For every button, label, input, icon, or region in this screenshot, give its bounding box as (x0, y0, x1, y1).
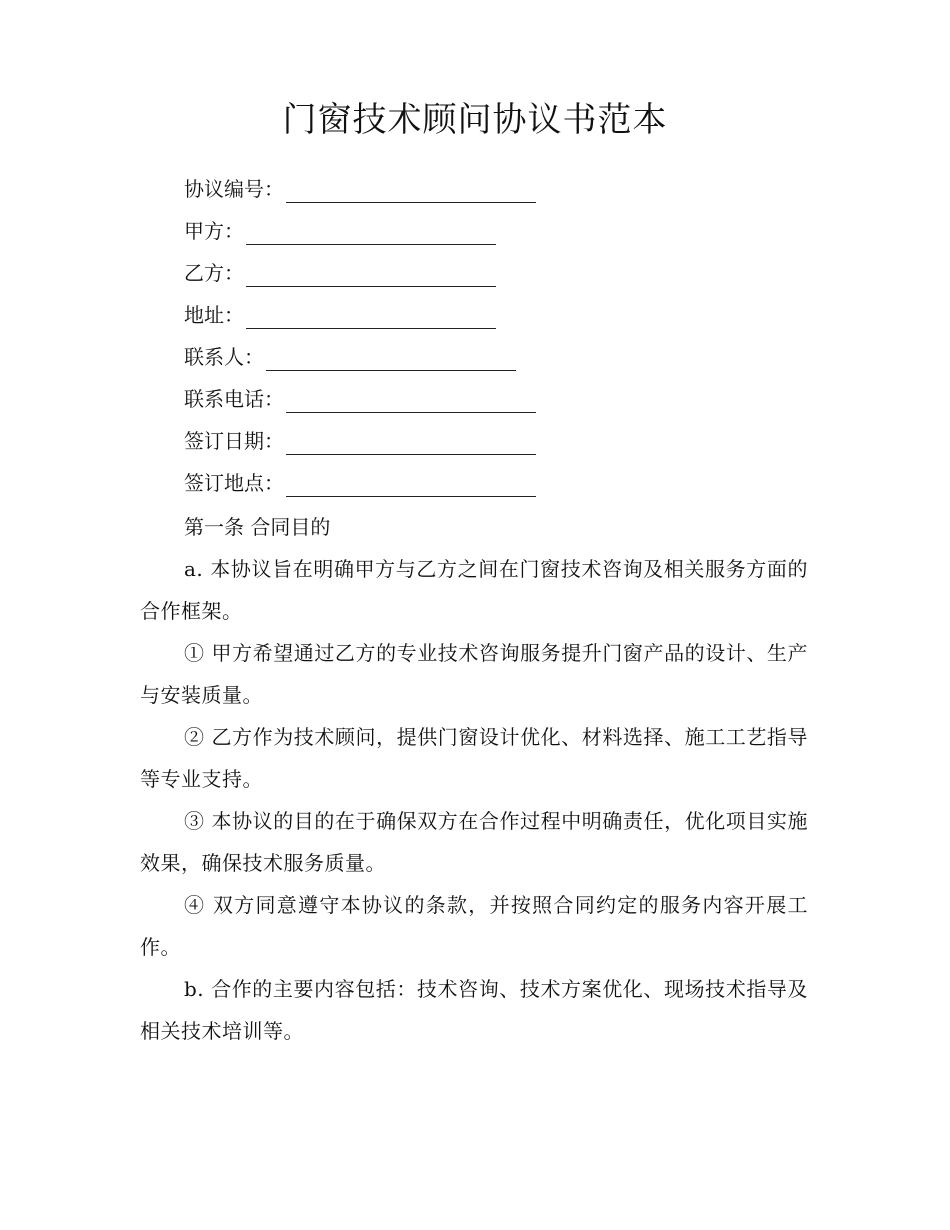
blank-line[interactable] (246, 218, 496, 245)
field-party-a (184, 210, 784, 252)
blank-line[interactable] (246, 302, 496, 329)
field-contact-person (184, 336, 784, 378)
field-address (184, 294, 784, 336)
section-body (140, 506, 808, 1052)
section-heading: 第一条 合同目的 (184, 515, 331, 539)
field-label: 签订日期： (184, 429, 284, 453)
field-signing-date (184, 420, 784, 462)
field-label: 协议编号： (184, 177, 284, 201)
agreement-fields (184, 168, 784, 504)
paragraph: ④ 双方同意遵守本协议的条款，并按照合同约定的服务内容开展工作。 (140, 893, 808, 959)
paragraph: ② 乙方作为技术顾问，提供门窗设计优化、材料选择、施工工艺指导等专业支持。 (140, 725, 808, 791)
field-signing-place (184, 462, 784, 504)
field-label: 联系电话： (184, 387, 284, 411)
blank-line[interactable] (266, 344, 516, 371)
blank-line[interactable] (286, 470, 536, 497)
field-contact-phone (184, 378, 784, 420)
field-label: 地址： (184, 303, 244, 327)
field-label: 签订地点： (184, 471, 284, 495)
field-label: 联系人： (184, 345, 264, 369)
paragraph: ③ 本协议的目的在于确保双方在合作过程中明确责任，优化项目实施效果，确保技术服务质量。 (140, 809, 808, 875)
blank-line[interactable] (246, 260, 496, 287)
field-agreement-number (184, 168, 784, 210)
paragraph: a. 本协议旨在明确甲方与乙方之间在门窗技术咨询及相关服务方面的合作框架。 (140, 557, 808, 623)
field-party-b (184, 252, 784, 294)
paragraph: ① 甲方希望通过乙方的专业技术咨询服务提升门窗产品的设计、生产与安装质量。 (140, 641, 808, 707)
blank-line[interactable] (286, 386, 536, 413)
field-label: 乙方： (184, 261, 244, 285)
paragraph: b. 合作的主要内容包括：技术咨询、技术方案优化、现场技术指导及相关技术培训等。 (140, 977, 808, 1043)
page-title: 门窗技术顾问协议书范本 (282, 100, 668, 140)
blank-line[interactable] (286, 176, 536, 203)
field-label: 甲方： (184, 219, 244, 243)
blank-line[interactable] (286, 428, 536, 455)
